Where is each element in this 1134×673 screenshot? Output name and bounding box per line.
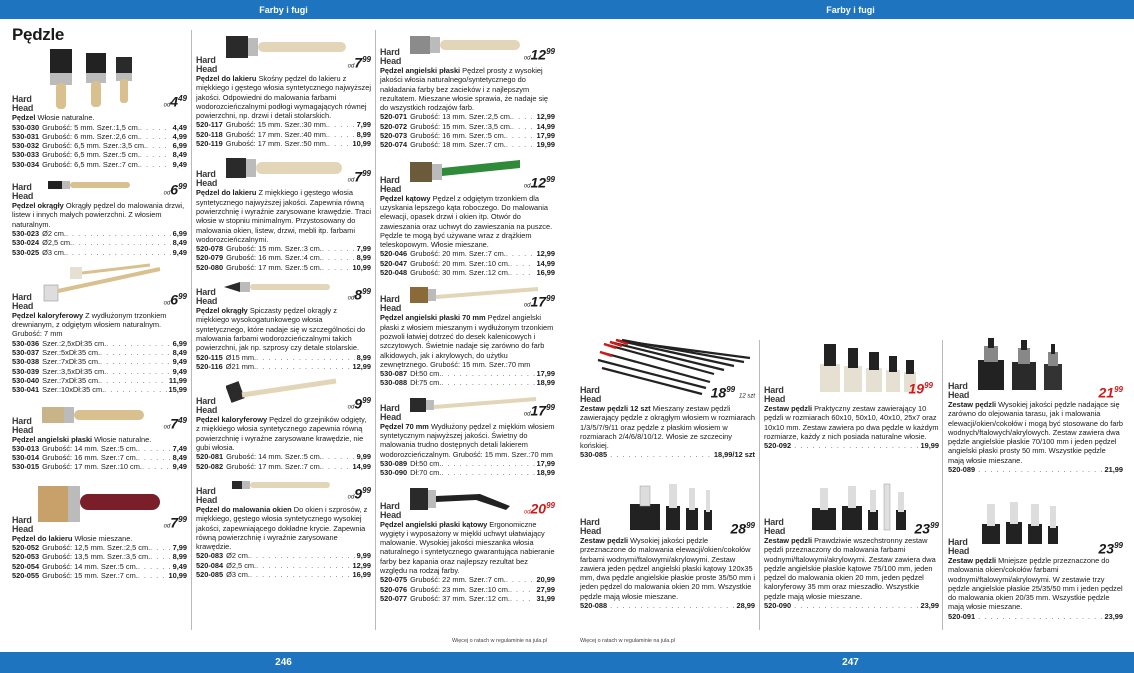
price-tag: $od7^{99}$ — [163, 514, 187, 531]
product-card[interactable] — [380, 484, 555, 604]
variant-row: 520-054 Grubość: 14 mm. Szer.:5 cm. . . . 9,49 — [12, 562, 187, 571]
brand-logo: Hard Head — [380, 47, 402, 66]
variant-row: 520-082 Grubość: 17 mm. Szer.:7 cm. . . . 14,99 — [196, 462, 371, 471]
brand-logo: Hard Head — [380, 174, 402, 194]
brand-logo: Hard Head — [196, 485, 218, 505]
brand-logo: Hard Head — [12, 291, 34, 311]
variant-row: 530-090 Dł:70 cm. . . . 18,99 — [380, 468, 555, 477]
variant-row: 520-092 . . . 19,99 — [764, 441, 939, 450]
price-tag: $od17^{99}$ — [523, 294, 555, 311]
variant-row: 530-041 Szer.:10xDł:35 cm. . . . 15,99 — [12, 385, 187, 394]
variant-row: 520-080 Grubość: 17 mm. Szer.:5 cm. . . . 10,99 — [196, 263, 371, 272]
variant-row: 530-032 Grubość: 6,5 mm. Szer.:3,5 cm. . . . 6,99 — [12, 141, 187, 150]
brand-logo: Hard Head — [580, 385, 602, 404]
variant-row: 530-039 Szer.:3,5xDł:35 cm. . . . 9,49 — [12, 367, 187, 376]
product-description: Zestaw pędzli Wysokiej jakości pędzle nadające się zarówno do olejowania tarasu, jak i malowania elewacji/okien/cokołów i mogą być stosowane do farb wodnych/ftalowych/akrylowych. Zestaw zawiera dwa pędzle angielskie płaskie 70/100 mm i jeden pędzel angielski płaski prosty 50 mm. Wszystkie pędzle mają włosie mieszane. — [948, 400, 1124, 465]
product-card[interactable] — [764, 480, 939, 610]
page-number-left: 246 — [275, 657, 292, 668]
product-description: Pędzel 70 mm Wydłużony pędzel z miękkim włosiem syntetycznym najwyższej jakości. Świetny do malowania trudno dostępnych detali lakierem wodorozcieńczalnym. Grubość: 15 mm. Szer.:70 mm — [380, 421, 555, 459]
price-tag: $od17^{99}$ — [523, 402, 555, 419]
product-column-3 — [380, 32, 555, 603]
price-tag: $od4^{49}$ — [163, 94, 187, 110]
product-description: Pędzel do malowania okien Do okien i szprosów, z miękkiego, gęstego włosia syntetycznego wysokiej jakości, zapewniającego dokładne krycie. Zapewnia równą powierzchnię i wyraźnie zarysowane krawędzie. — [196, 504, 368, 552]
product-card[interactable] — [948, 494, 1123, 621]
variant-row: 530-030 Grubość: 5 mm. Szer.:1,5 cm. . . . 4,49 — [12, 123, 187, 132]
variant-row: 520-046 Grubość: 20 mm. Szer.:7 cm. . . . 12,99 — [380, 249, 555, 258]
variant-row: 520-115 Ø15 mm. . . . 8,99 — [196, 353, 371, 362]
price-tag: $od9^{99}$ — [347, 485, 371, 502]
variant-row: 520-076 Grubość: 23 mm. Szer.:10 cm. . . . 27,99 — [380, 585, 555, 594]
product-card[interactable] — [380, 283, 555, 387]
product-description: Pędzel okrągły Spiczasty pędzel okrągły z miękkiego wysokogatunkowego włosia syntetycznego, które nadaje się w szczególności do malowania farbami wodorozcieńczalnymi takich powierzchni, jak np. szprosy czy detale stolarskie. — [196, 306, 366, 353]
variant-row: 520-083 Ø2 cm. . . . 9,99 — [196, 551, 371, 560]
product-column-2 — [196, 32, 371, 579]
product-description: Pędzel do lakieru Z miękkiego i gęstego włosia syntetycznego najwyższej jakości. Zapewnia równą powierzchnię i wyraźnie zarysowane krawędzie. Traci włosie w stopniu minimalnym. Przystosowany do malowania okien, listew, drzwi, mebli itp. farbami wodorozcieńczalnymi. — [196, 188, 371, 244]
brand-logo: Hard Head — [196, 55, 218, 74]
brand-logo: Hard Head — [580, 517, 602, 536]
price-tag: $od20^{99}$ — [523, 500, 555, 517]
english-flat-brush-image — [410, 32, 530, 58]
variant-row: 530-037 Szer.:5xDł:35 cm. . . . 8,49 — [12, 348, 187, 357]
brand-logo: Hard Head — [948, 381, 970, 400]
product-description: Pędzel okrągły Okrągły pędzel do malowania drzwi, listew i innych małych powierzchni. Z włosiem naturalnym. — [12, 201, 185, 229]
brand-logo: Hard Head — [196, 169, 218, 189]
product-description: Zestaw pędzli Wysokiej jakości pędzle przeznaczone do malowania elewacji/okien/cokołów farbami wodnymi/ftalowymi/akrylowymi. Zestaw zawiera jeden pędzel angielski płaski kątowy 120x35 mm, dwa pędzle angielskie płaskie proste 35/50 mm i jeden pędzel do malowania okien 20 mm. Wszystkie pędzle mają włosie mieszane. — [580, 536, 755, 601]
price-tag: $19^{99}$ — [908, 380, 933, 397]
variant-row: 520-084 Ø2,5 cm. . . . 12,99 — [196, 561, 371, 570]
variant-row: 530-089 Dł:50 cm. . . . 17,99 — [380, 459, 555, 468]
brand-logo: Hard Head — [764, 517, 786, 536]
price-tag: $od9^{99}$ — [347, 395, 371, 412]
variant-row: 520-077 Grubość: 37 mm. Szer.:12 cm. . . . 31,99 — [380, 594, 555, 603]
product-card[interactable] — [12, 177, 187, 257]
product-description: Zestaw pędzli 12 szt Mieszany zestaw pędzli zawierający pędzle z okrągłym włosiem w rozmiarach 1/3/5/7/9/11 oraz pędzle z płaskim włosiem w rozmiarach 2/4/6/8/10/12. Włosie ze szczeciny końskiej. — [580, 404, 755, 451]
price-tag: $od7^{49}$ — [163, 415, 187, 432]
brush-set-4-image — [626, 480, 726, 532]
brand-logo: Hard Head — [12, 514, 34, 534]
product-column-1 — [12, 25, 187, 580]
brand-logo: Hard Head — [764, 385, 786, 404]
column-divider — [375, 30, 376, 630]
variant-row: 520-091 . . . 23,99 — [948, 612, 1123, 621]
price-tag: $23^{99}$ — [1098, 540, 1123, 557]
english-flat-brush-image — [42, 401, 152, 429]
product-description: Pędzel do lakieru Skośny pędzel do lakieru z miękkiego i gęstego włosia syntetycznego najwyższej jakości. Odpowiedni do malowania farbami wodorozcieńczalnymi podłogi wymagających równej powierzchni, np. drzwi i detali stolarskich. — [196, 74, 371, 121]
product-description: Zestaw pędzli Praktyczny zestaw zawierający 10 pędzli w rozmiarach 60x10, 50x10, 40x10, 25x7 oraz 10x10 mm. Zestaw zawiera po dwa pędzle w każdym rozmiarze, każdy z nich posiada naturalne włosie. — [764, 404, 939, 441]
variant-row: 520-090 . . . 23,99 — [764, 601, 939, 610]
variant-row: 520-075 Grubość: 22 mm. Szer.:7 cm. . . . 20,99 — [380, 575, 555, 584]
price-tag: $od7^{99}$ — [347, 169, 371, 186]
variant-row: 520-078 Grubość: 15 mm. Szer.:3 cm. . . . 7,99 — [196, 244, 371, 253]
product-card[interactable] — [12, 478, 187, 580]
variant-row: 520-081 Grubość: 14 mm. Szer.:5 cm. . . . 9,99 — [196, 452, 371, 461]
price-tag: $od7^{99}$ — [347, 54, 371, 71]
price-tag: $od6^{99}$ — [163, 181, 187, 198]
brand-logo: Hard Head — [380, 402, 402, 422]
variant-row: 530-088 Dł:75 cm. . . . 18,99 — [380, 378, 555, 387]
variant-row: 520-052 Grubość: 12,5 mm. Szer.:2,5 cm. . . . 7,99 — [12, 543, 187, 552]
brush-set-3-image — [972, 338, 1072, 396]
angled-lacquer-brush-image — [226, 32, 356, 64]
product-card[interactable] — [580, 480, 755, 610]
variant-row: 520-053 Grubość: 13,5 mm. Szer.:3,5 cm. . . . 8,99 — [12, 552, 187, 561]
flat-brush-image — [46, 43, 166, 111]
product-card[interactable] — [196, 32, 371, 148]
product-description: Pędzel do lakieru Włosie mieszane. — [12, 533, 133, 543]
variant-row: 530-014 Grubość: 16 mm. Szer.:7 cm. . . . 8,49 — [12, 453, 187, 462]
pointed-round-brush-image — [224, 278, 344, 296]
brand-logo: Hard Head — [196, 287, 218, 307]
product-description: Zestaw pędzli Prawdziwie wszechstronny zestaw pędzli przeznaczony do malowania farbami wodnymi/ftalowymi/akrylowymi. Zestaw zawiera dwa pędzle angielskie płaskie kątowe 75/100 mm, jeden pędzel do malowania okien 20 mm, jeden pędzel kaloryferowy 35 mm oraz mieszadło. Wszystkie pędzle mają włosie mieszane. — [764, 536, 936, 601]
column-divider — [759, 340, 760, 630]
variant-row: 530-087 Dł:50 cm. . . . 17,99 — [380, 369, 555, 378]
installments-note: Więcej o ratach w regulaminie na jula.pl — [580, 638, 675, 644]
variant-row: 530-015 Grubość: 17 mm. Szer.:10 cm. . . . 9,49 — [12, 462, 187, 471]
variant-row: 520-089 . . . 21,99 — [948, 465, 1123, 474]
price-tag: $od8^{99}$ — [347, 286, 371, 303]
variant-row: 520-085 Ø3 cm. . . . 16,99 — [196, 570, 371, 579]
product-description: Pędzel angielski płaski Pędzel prosty z wysokiej jakości włosia naturalnego/syntetycznego do nakładania farby bez zacieków i z najlepszym rezultatem. Mieszane włosie sprawia, że nadaje się do wszystkich rodzajów farb. — [380, 66, 549, 113]
variant-row: 520-072 Grubość: 15 mm. Szer.:3,5 cm. . . . 14,99 — [380, 122, 555, 131]
top-section-bar — [0, 0, 1134, 19]
brand-logo: Hard Head — [380, 294, 402, 314]
product-card[interactable] — [196, 278, 371, 371]
product-card[interactable] — [196, 154, 371, 272]
variant-row: 530-040 Szer.:7xDł:35 cm. . . . 11,99 — [12, 376, 187, 385]
section-title-right: Farby i fugi — [826, 4, 875, 15]
brand-logo: Hard Head — [12, 415, 34, 435]
variant-row: 530-038 Szer.:7xDł:35 cm. . . . 9,49 — [12, 357, 187, 366]
brand-logo: Hard Head — [948, 537, 970, 556]
variant-row: 520-055 Grubość: 15 mm. Szer.:7 cm. . . . 10,99 — [12, 571, 187, 580]
variant-row: 530-023 Ø2 cm. . . . 6,99 — [12, 229, 187, 238]
column-divider — [942, 340, 943, 630]
angled-flat-brush-image — [410, 484, 520, 514]
variant-row: 530-036 Szer.:2,5xDł:35 cm. . . . 6,99 — [12, 339, 187, 348]
variant-list — [12, 123, 187, 169]
synthetic-lacquer-brush-image — [226, 154, 356, 182]
variant-row: 530-031 Grubość: 6 mm. Szer.:2,6 cm. . . . 4,99 — [12, 132, 187, 141]
product-card[interactable] — [948, 338, 1123, 474]
price-tag: $18^{99}$ 12 szt — [710, 384, 755, 401]
variant-row: 520-048 Grubość: 30 mm. Szer.:12 cm. . . . 16,99 — [380, 268, 555, 277]
page-number-bar — [0, 652, 1134, 673]
variant-row: 520-088 . . . 28,99 — [580, 601, 755, 610]
price-tag: $od6^{99}$ — [163, 291, 187, 308]
product-description: Zestaw pędzli Mniejsze pędzle przeznaczone do malowania okien/cokołów farbami wodnymi/ftalowymi/akrylowymi. W zestawie trzy pędzle angielskie płaskie 25/35/50 mm i jeden pędzel do malowania okien 20/35 mm. Wszystkie pędzle mają włosie mieszane. — [948, 556, 1123, 612]
page-number-right: 247 — [842, 657, 859, 668]
price-tag: $28^{99}$ — [730, 520, 755, 537]
price-tag: $od12^{99}$ — [523, 174, 555, 191]
product-card[interactable] — [12, 43, 187, 169]
variant-row: 530-033 Grubość: 6,5 mm. Szer.:5 cm. . . . 8,49 — [12, 150, 187, 159]
variant-row: 520-119 Grubość: 17 mm. Szer.:50 mm. . . . 10,99 — [196, 139, 371, 148]
long-synthetic-brush-image — [410, 394, 540, 416]
product-description: Pędzel Włosie naturalne. — [12, 113, 95, 123]
synthetic-radiator-brush-image — [226, 377, 346, 407]
variant-row: 530-025 Ø3 cm. . . . 9,49 — [12, 248, 187, 257]
variant-row: 520-047 Grubość: 20 mm. Szer.:10 cm. . . . 14,99 — [380, 259, 555, 268]
variant-row: 520-074 Grubość: 18 mm. Szer.:7 cm. . . . 19,99 — [380, 140, 555, 149]
product-card[interactable] — [380, 156, 555, 278]
window-brush-image — [232, 477, 342, 493]
variant-row: 520-118 Grubość: 17 mm. Szer.:40 mm. . . . 8,99 — [196, 130, 371, 139]
brush-set-small-image — [978, 494, 1078, 546]
product-description: Pędzel angielski płaski 70 mm Pędzel angielski płaski z włosiem mieszanym i wydłużonym trzonkiem pozwoli łatwiej dotrzeć do desek kalenicowych i szczytowych. Świetnie nadaje się zarówno do farb alkidowych, jak i akrylowych, do użytku zewnętrznego. Grubość: 15 mm. Szer.:70 mm — [380, 313, 554, 369]
variant-row: 530-085 . . . 18,99/12 szt — [580, 450, 755, 459]
variant-row: 520-071 Grubość: 13 mm. Szer.:2,5 cm. . . . 12,99 — [380, 112, 555, 121]
variant-row: 520-117 Grubość: 15 mm. Szer.:30 mm. . . . 7,99 — [196, 120, 371, 129]
lacquer-brush-image — [38, 478, 168, 528]
variant-row: 520-079 Grubość: 16 mm. Szer.:4 cm. . . . 8,99 — [196, 253, 371, 262]
product-card[interactable] — [12, 401, 187, 472]
product-card[interactable] — [380, 394, 555, 478]
section-title-left: Farby i fugi — [259, 4, 308, 15]
round-brush-image — [48, 177, 138, 193]
variant-row: 520-073 Grubość: 16 mm. Szer.:5 cm. . . . 17,99 — [380, 131, 555, 140]
variant-row: 530-024 Ø2,5 cm. . . . 8,49 — [12, 238, 187, 247]
product-description: Pędzel angielski płaski kątowy Ergonomiczne wygięty i wyposażony w miękki uchwyt ułatwiający malowanie. Wysokiej jakości mieszanka włosia naturalnego i syntetycznego gwarantująca nabieranie farby bez kapania oraz najlepszy rezultat bez względu na rodzaj farby. — [380, 519, 555, 575]
page-title: Pędzle — [12, 25, 65, 44]
variant-row: 530-034 Grubość: 6,5 mm. Szer.:7 cm. . . . 9,49 — [12, 160, 187, 169]
brand-logo: Hard Head — [12, 94, 34, 114]
product-description: Pędzel angielski płaski Włosie naturalne. — [12, 434, 152, 444]
brand-logo: Hard Head — [12, 182, 34, 202]
product-description: Pędzel kaloryferowy Z wydłużonym trzonkiem drewnianym, z odgiętym włosiem naturalnym. Grubość: 7 mm — [12, 310, 167, 339]
product-card[interactable] — [580, 338, 755, 460]
brand-logo: Hard Head — [196, 396, 218, 416]
price-tag: $23^{99}$ — [914, 520, 939, 537]
variant-row: 530-013 Grubość: 14 mm. Szer.:5 cm. . . . 7,49 — [12, 444, 187, 453]
price-tag: $21^{99}$ — [1098, 384, 1123, 401]
price-tag: $od12^{99}$ — [523, 46, 555, 63]
product-card[interactable] — [764, 338, 939, 450]
product-card[interactable] — [196, 377, 371, 471]
long-handle-flat-brush-image — [410, 283, 540, 307]
brand-logo: Hard Head — [380, 500, 402, 520]
radiator-brush-image — [40, 263, 170, 303]
installments-note: Więcej o ratach w regulaminie na jula.pl — [452, 638, 547, 644]
product-description: Pędzel kątowy Pędzel z odgiętym trzonkiem dla uzyskania lepszego kąta roboczego. Do malowania elewacji, opasek drzwi i okien itp. Otwór do zawieszania oraz uchwyt do zawieszania na puszce. Pędzle te mogą być używane wraz z drążkiem teleskopowym. Włosie mieszane. — [380, 193, 553, 250]
product-description: Pędzel kaloryferowy Pędzel do grzejników odgięty, z miękkiego włosia syntetycznego zapewnia równą powierzchnię i wyraźne zarysowane krawędzie, nie gubi włosia. — [196, 415, 367, 453]
product-card[interactable] — [196, 477, 371, 579]
column-divider — [191, 30, 192, 630]
angle-brush-image — [410, 156, 530, 186]
product-card[interactable] — [12, 263, 187, 395]
brush-set-5-image — [808, 480, 918, 532]
product-card[interactable] — [380, 32, 555, 150]
variant-row: 520-116 Ø21 mm. . . . 12,99 — [196, 362, 371, 371]
